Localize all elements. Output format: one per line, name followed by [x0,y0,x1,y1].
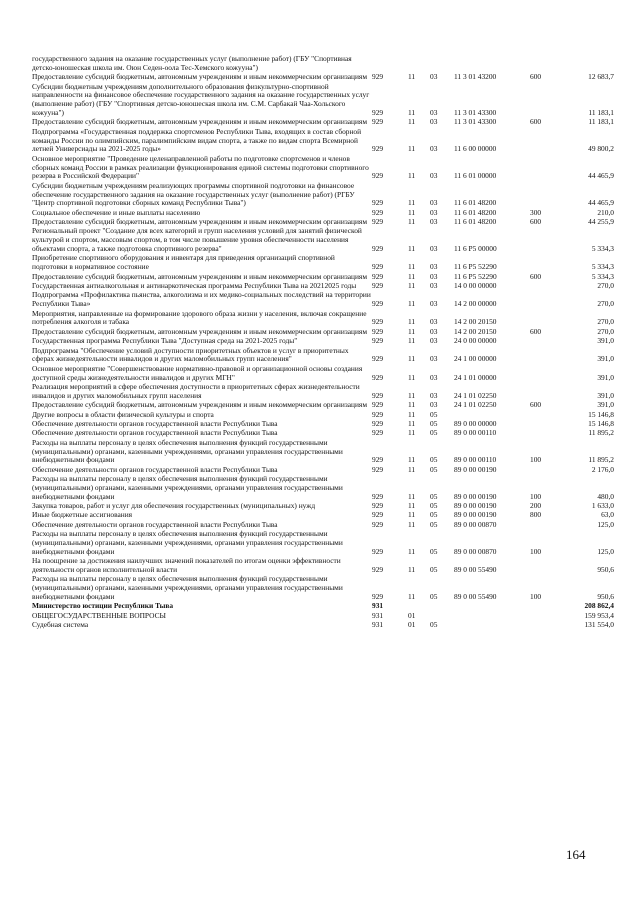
row-name: Предоставление субсидий бюджетным, автономным учреждениям и иным некоммерческим организациям [32,217,368,227]
row-name: Мероприятия, направленные на формирование здорового образа жизни у населения, включая сокращение потребления алкоголя и табака [32,308,367,327]
row-expense-type-code: 600 [530,400,542,410]
row-sum: 63,0 [601,510,614,520]
row-ministry-code: 929 [372,491,384,501]
row-expense-type-code: 600 [530,271,542,281]
row-name: Государственная программа Республики Тыва "Доступная среда на 2021-2025 годы" [32,336,298,346]
row-ministry-code: 929 [372,262,384,272]
row-sum: 1 633,0 [591,501,614,511]
row-target-item-code: 89 0 00 00190 [454,491,497,501]
row-name: Субсидии бюджетным учреждениям дополнительного образования физкультурно-спортивной направленности на финансовое обеспечение государственного задания на оказание государственных услуг (выполнение работ) (ГБУ "Спортивная детско-юношеская школа им. С.М. Сарбакай Чаа-Хольского кожууна") [32,81,370,117]
row-expense-type-code: 100 [530,455,542,465]
table-row [0,530,640,557]
row-ministry-code: 929 [372,592,384,602]
row-subsection-code: 03 [430,117,438,127]
row-sum: 5 334,3 [591,271,614,281]
row-sum: 15 146,8 [588,409,614,419]
row-section-code: 11 [408,455,416,465]
row-name: Предоставление субсидий бюджетным, автономным учреждениям и иным некоммерческим организациям [32,400,368,410]
row-target-item-code: 89 0 00 00870 [454,546,497,556]
row-name: Основное мероприятие "Совершенствование нормативно-правовой и организационной основы создания доступной среды жизнедеятельности инвалидов и других МГН" [32,363,363,382]
row-target-item-code: 14 2 00 00000 [454,299,497,309]
table-row [0,612,640,621]
row-subsection-code: 03 [430,217,438,227]
row-subsection-code: 05 [430,428,438,438]
row-sum: 210,0 [597,207,614,217]
row-target-item-code: 89 0 00 00190 [454,464,497,474]
row-ministry-code: 931 [372,620,384,630]
row-section-code: 11 [408,117,416,127]
row-expense-type-code: 100 [530,546,542,556]
table-row [0,128,640,155]
row-section-code: 11 [408,390,416,400]
row-target-item-code: 89 0 00 00190 [454,510,497,520]
table-row [0,365,640,383]
row-target-item-code: 11 6 00 00000 [454,144,497,154]
row-subsection-code: 03 [430,354,438,364]
row-subsection-code: 03 [430,400,438,410]
row-subsection-code: 03 [430,372,438,382]
row-sum: 5 334,3 [591,262,614,272]
row-target-item-code: 11 3 01 43200 [454,72,497,82]
row-section-code: 11 [408,510,416,520]
table-row [0,557,640,575]
row-sum: 270,0 [597,326,614,336]
row-section-code: 01 [408,610,416,620]
row-ministry-code: 929 [372,336,384,346]
row-target-item-code: 24 0 00 00000 [454,336,497,346]
page-number: 164 [566,847,586,862]
row-name: Региональный проект "Создание для всех категорий и групп населения условий для занятий физической культурой и спортом, массовым спортом, в том числе повышение уровня обеспеченности населения объектами спорта, а также подготовка спортивного резерва" [32,226,362,254]
row-section-code: 11 [408,546,416,556]
row-section-code: 11 [408,491,416,501]
row-subsection-code: 03 [430,299,438,309]
row-section-code: 11 [408,299,416,309]
row-sum: 125,0 [597,546,614,556]
row-section-code: 11 [408,418,416,428]
row-ministry-code: 929 [372,519,384,529]
row-target-item-code: 89 0 00 00190 [454,501,497,511]
row-target-item-code: 89 0 00 00110 [454,428,497,438]
row-sum: 44 465,9 [588,171,614,181]
row-subsection-code: 03 [430,171,438,181]
table-row [0,383,640,401]
row-target-item-code: 24 1 01 00000 [454,372,497,382]
row-target-item-code: 24 1 01 02250 [454,390,497,400]
row-section-code: 11 [408,565,416,575]
row-name: Обеспечение деятельности органов государственной власти Республики Тыва [32,418,278,428]
row-name: Предоставление субсидий бюджетным, автономным учреждениям и иным некоммерческим организациям [32,271,368,281]
row-subsection-code: 05 [430,409,438,419]
row-ministry-code: 929 [372,317,384,327]
row-section-code: 11 [408,336,416,346]
row-name: Обеспечение деятельности органов государственной власти Республики Тыва [32,428,278,438]
row-ministry-code: 929 [372,271,384,281]
row-name: Подпрограмма «Государственная поддержка спортсменов Республики Тыва, входящих в состав сборной команды России по олимпийским, паралимпийским видам спорта, а также по видам спорта Всемирной летней Универсиады на 2021-2025 годы» [32,126,362,154]
row-ministry-code: 929 [372,510,384,520]
row-subsection-code: 03 [430,336,438,346]
row-section-code: 11 [408,592,416,602]
row-subsection-code: 05 [430,510,438,520]
row-name: На поощрение за достижения наилучших значений показателей по итогам оценки эффективности деятельности органов исполнительной власти [32,556,341,575]
row-ministry-code: 929 [372,390,384,400]
row-ministry-code: 929 [372,107,384,117]
row-sum: 391,0 [597,354,614,364]
row-section-code: 11 [408,519,416,529]
row-target-item-code: 24 1 00 00000 [454,354,497,364]
row-section-code: 11 [408,244,416,254]
row-name: Подпрограмма «Профилактика пьянства, алкоголизма и их медико-социальных последствий на территории Республики Тыва» [32,290,371,309]
row-subsection-code: 03 [430,326,438,336]
row-sum: 270,0 [597,299,614,309]
row-name: Обеспечение деятельности органов государственной власти Республики Тыва [32,464,278,474]
row-expense-type-code: 800 [530,510,542,520]
row-section-code: 11 [408,464,416,474]
row-section-code: 11 [408,144,416,154]
row-name: Расходы на выплаты персоналу в целях обеспечения выполнения функций государственными (муниципальными) органами, казенными учреждениями, органами управления государственными внебюджетными фондами [32,529,343,556]
row-subsection-code: 03 [430,262,438,272]
row-subsection-code: 05 [430,519,438,529]
row-subsection-code: 05 [430,464,438,474]
table-row [0,439,640,466]
row-ministry-code: 929 [372,409,384,419]
row-section-code: 11 [408,198,416,208]
row-sum: 480,0 [597,491,614,501]
row-name: Реализация мероприятий в сфере обеспечения доступности в приоритетных сферах жизнедеятельности инвалидов и других маломобильных групп населения [32,381,360,400]
row-target-item-code: 24 1 01 02250 [454,400,497,410]
row-target-item-code: 89 0 00 55490 [454,592,497,602]
row-sum: 44 255,9 [588,217,614,227]
row-sum: 391,0 [597,390,614,400]
row-ministry-code: 929 [372,418,384,428]
row-expense-type-code: 100 [530,491,542,501]
row-subsection-code: 03 [430,317,438,327]
row-section-code: 11 [408,354,416,364]
row-target-item-code: 89 0 00 55490 [454,565,497,575]
row-subsection-code: 05 [430,565,438,575]
row-ministry-code: 929 [372,546,384,556]
table-row [0,291,640,309]
row-section-code: 11 [408,271,416,281]
row-name: ОБЩЕГОСУДАРСТВЕННЫЕ ВОПРОСЫ [32,610,166,620]
table-row [0,55,640,73]
row-sum: 5 334,3 [591,244,614,254]
table-row [0,254,640,272]
table-row [0,475,640,502]
table-row [0,83,640,119]
row-target-item-code: 11 6 P5 52290 [454,271,497,281]
row-subsection-code: 05 [430,592,438,602]
row-name: Закупка товаров, работ и услуг для обеспечения государственных (муниципальных) нужд [32,501,316,511]
row-sum: 391,0 [597,336,614,346]
table-row [0,182,640,209]
row-sum: 12 683,7 [588,72,614,82]
row-section-code: 11 [408,217,416,227]
row-ministry-code: 929 [372,198,384,208]
row-sum: 950,6 [597,565,614,575]
row-name: Расходы на выплаты персоналу в целях обеспечения выполнения функций государственными (муниципальными) органами, казенными учреждениями, органами управления государственными внебюджетными фондами [32,474,343,501]
row-subsection-code: 05 [430,501,438,511]
row-ministry-code: 929 [372,217,384,227]
row-subsection-code: 05 [430,418,438,428]
row-ministry-code: 929 [372,171,384,181]
row-ministry-code: 929 [372,207,384,217]
row-subsection-code: 05 [430,455,438,465]
row-name: Предоставление субсидий бюджетным, автономным учреждениям и иным некоммерческим организациям [32,72,368,82]
row-expense-type-code: 600 [530,217,542,227]
row-target-item-code: 11 6 P5 52290 [454,262,497,272]
row-subsection-code: 03 [430,72,438,82]
row-subsection-code: 03 [430,271,438,281]
row-target-item-code: 14 0 00 00000 [454,281,497,291]
row-name: Предоставление субсидий бюджетным, автономным учреждениям и иным некоммерческим организациям [32,326,368,336]
row-section-code: 11 [408,281,416,291]
row-sum: 391,0 [597,400,614,410]
row-target-item-code: 11 6 01 48200 [454,217,497,227]
table-row [0,155,640,182]
row-target-item-code: 11 6 01 48200 [454,198,497,208]
table-row [0,310,640,328]
row-subsection-code: 05 [430,491,438,501]
row-ministry-code: 929 [372,354,384,364]
row-section-code: 11 [408,326,416,336]
row-target-item-code: 11 6 P5 00000 [454,244,497,254]
row-sum: 208 862,4 [584,601,614,611]
row-target-item-code: 89 0 00 00110 [454,455,497,465]
row-expense-type-code: 600 [530,117,542,127]
row-target-item-code: 11 3 01 43300 [454,117,497,127]
row-subsection-code: 03 [430,144,438,154]
row-sum: 131 554,0 [584,620,614,630]
row-subsection-code: 03 [430,107,438,117]
row-sum: 49 800,2 [588,144,614,154]
row-section-code: 11 [408,400,416,410]
row-sum: 11 895,2 [588,428,614,438]
row-expense-type-code: 300 [530,207,542,217]
row-section-code: 11 [408,428,416,438]
table-row [0,575,640,602]
row-name: Приобретение спортивного оборудования и инвентаря для приведения организаций спортивной подготовки в нормативное состояние [32,253,335,272]
row-target-item-code: 89 0 00 00870 [454,519,497,529]
row-ministry-code: 929 [372,144,384,154]
row-section-code: 11 [408,372,416,382]
row-name: Расходы на выплаты персоналу в целях обеспечения выполнения функций государственными (муниципальными) органами, казенными учреждениями, органами управления государственными внебюджетными фондами [32,574,343,602]
row-ministry-code: 929 [372,565,384,575]
row-ministry-code: 929 [372,281,384,291]
row-sum: 270,0 [597,317,614,327]
row-ministry-code: 929 [372,400,384,410]
table-row [0,621,640,630]
row-sum: 11 895,2 [588,455,614,465]
row-sum: 270,0 [597,281,614,291]
row-sum: 11 183,1 [588,107,614,117]
row-target-item-code: 11 6 01 00000 [454,171,497,181]
row-target-item-code: 11 3 01 43300 [454,107,497,117]
table-row [0,347,640,365]
row-ministry-code: 929 [372,428,384,438]
row-expense-type-code: 600 [530,326,542,336]
row-name: Иные бюджетные ассигнования [32,510,133,520]
row-sum: 950,6 [597,592,614,602]
row-target-item-code: 14 2 00 20150 [454,326,497,336]
row-name: Социальное обеспечение и иные выплаты населению [32,207,201,217]
row-section-code: 11 [408,72,416,82]
row-subsection-code: 05 [430,546,438,556]
row-name: Обеспечение деятельности органов государственной власти Республики Тыва [32,519,278,529]
row-expense-type-code: 600 [530,72,542,82]
row-sum: 159 953,4 [584,610,614,620]
row-target-item-code: 11 6 01 48200 [454,207,497,217]
row-ministry-code: 931 [372,601,384,611]
row-name: Подпрограмма "Обеспечение условий доступности приоритетных объектов и услуг в приоритетных сферах жизнедеятельности инвалидов и других маломобильных групп населения" [32,345,349,364]
row-subsection-code: 03 [430,390,438,400]
row-sum: 125,0 [597,519,614,529]
row-target-item-code: 89 0 00 00000 [454,418,497,428]
row-name: Министерство юстиции Республики Тыва [32,601,174,611]
row-subsection-code: 03 [430,244,438,254]
row-subsection-code: 05 [430,620,438,630]
row-name: Государственная антиалкогольная и антинаркотическая программа Республики Тыва на 20212025 годы [32,281,357,291]
row-name: Другие вопросы в области физической культуры и спорта [32,409,214,419]
row-name: Основное мероприятие "Проведение целенаправленной работы по подготовке спортсменов и членов сборных команд России в рамках реализации функционирования единой системы подготовки спортивного резерва в Российской Федерации" [32,153,369,181]
row-section-code: 11 [408,501,416,511]
row-ministry-code: 929 [372,117,384,127]
row-target-item-code: 14 2 00 20150 [454,317,497,327]
row-section-code: 11 [408,262,416,272]
row-expense-type-code: 100 [530,592,542,602]
row-expense-type-code: 200 [530,501,542,511]
row-name: Расходы на выплаты персоналу в целях обеспечения выполнения функций государственными (муниципальными) органами, казенными учреждениями, органами управления государственными внебюджетными фондами [32,437,343,465]
row-section-code: 01 [408,620,416,630]
row-section-code: 11 [408,207,416,217]
row-ministry-code: 929 [372,464,384,474]
row-sum: 11 183,1 [588,117,614,127]
row-ministry-code: 931 [372,610,384,620]
row-name: Судебная система [32,620,89,630]
row-ministry-code: 929 [372,372,384,382]
row-section-code: 11 [408,409,416,419]
row-ministry-code: 929 [372,244,384,254]
row-sum: 2 176,0 [591,464,614,474]
row-sum: 44 465,9 [588,198,614,208]
row-ministry-code: 929 [372,299,384,309]
row-section-code: 11 [408,317,416,327]
row-subsection-code: 03 [430,207,438,217]
row-ministry-code: 929 [372,72,384,82]
row-ministry-code: 929 [372,501,384,511]
row-section-code: 11 [408,107,416,117]
row-sum: 15 146,8 [588,418,614,428]
row-name: Предоставление субсидий бюджетным, автономным учреждениям и иным некоммерческим организациям [32,117,368,127]
row-sum: 391,0 [597,372,614,382]
row-ministry-code: 929 [372,455,384,465]
row-name: Субсидии бюджетным учреждениям реализующих программы спортивной подготовки на финансовое обеспечение государственного задания на оказание государственных услуг (выполнение работ) (РГБУ "Центр спортивной подготовки сборных команд Республики Тыва") [32,180,355,208]
row-section-code: 11 [408,171,416,181]
row-subsection-code: 03 [430,281,438,291]
row-name: государственного задания на оказание государственных услуг (выполнение работ) (ГБУ "Спортивная детско-юношеская школа им. Оюн Седен-оола Тес-Хемского кожууна") [32,54,352,72]
row-subsection-code: 03 [430,198,438,208]
row-ministry-code: 929 [372,326,384,336]
budget-table [0,55,640,631]
table-row [0,227,640,254]
